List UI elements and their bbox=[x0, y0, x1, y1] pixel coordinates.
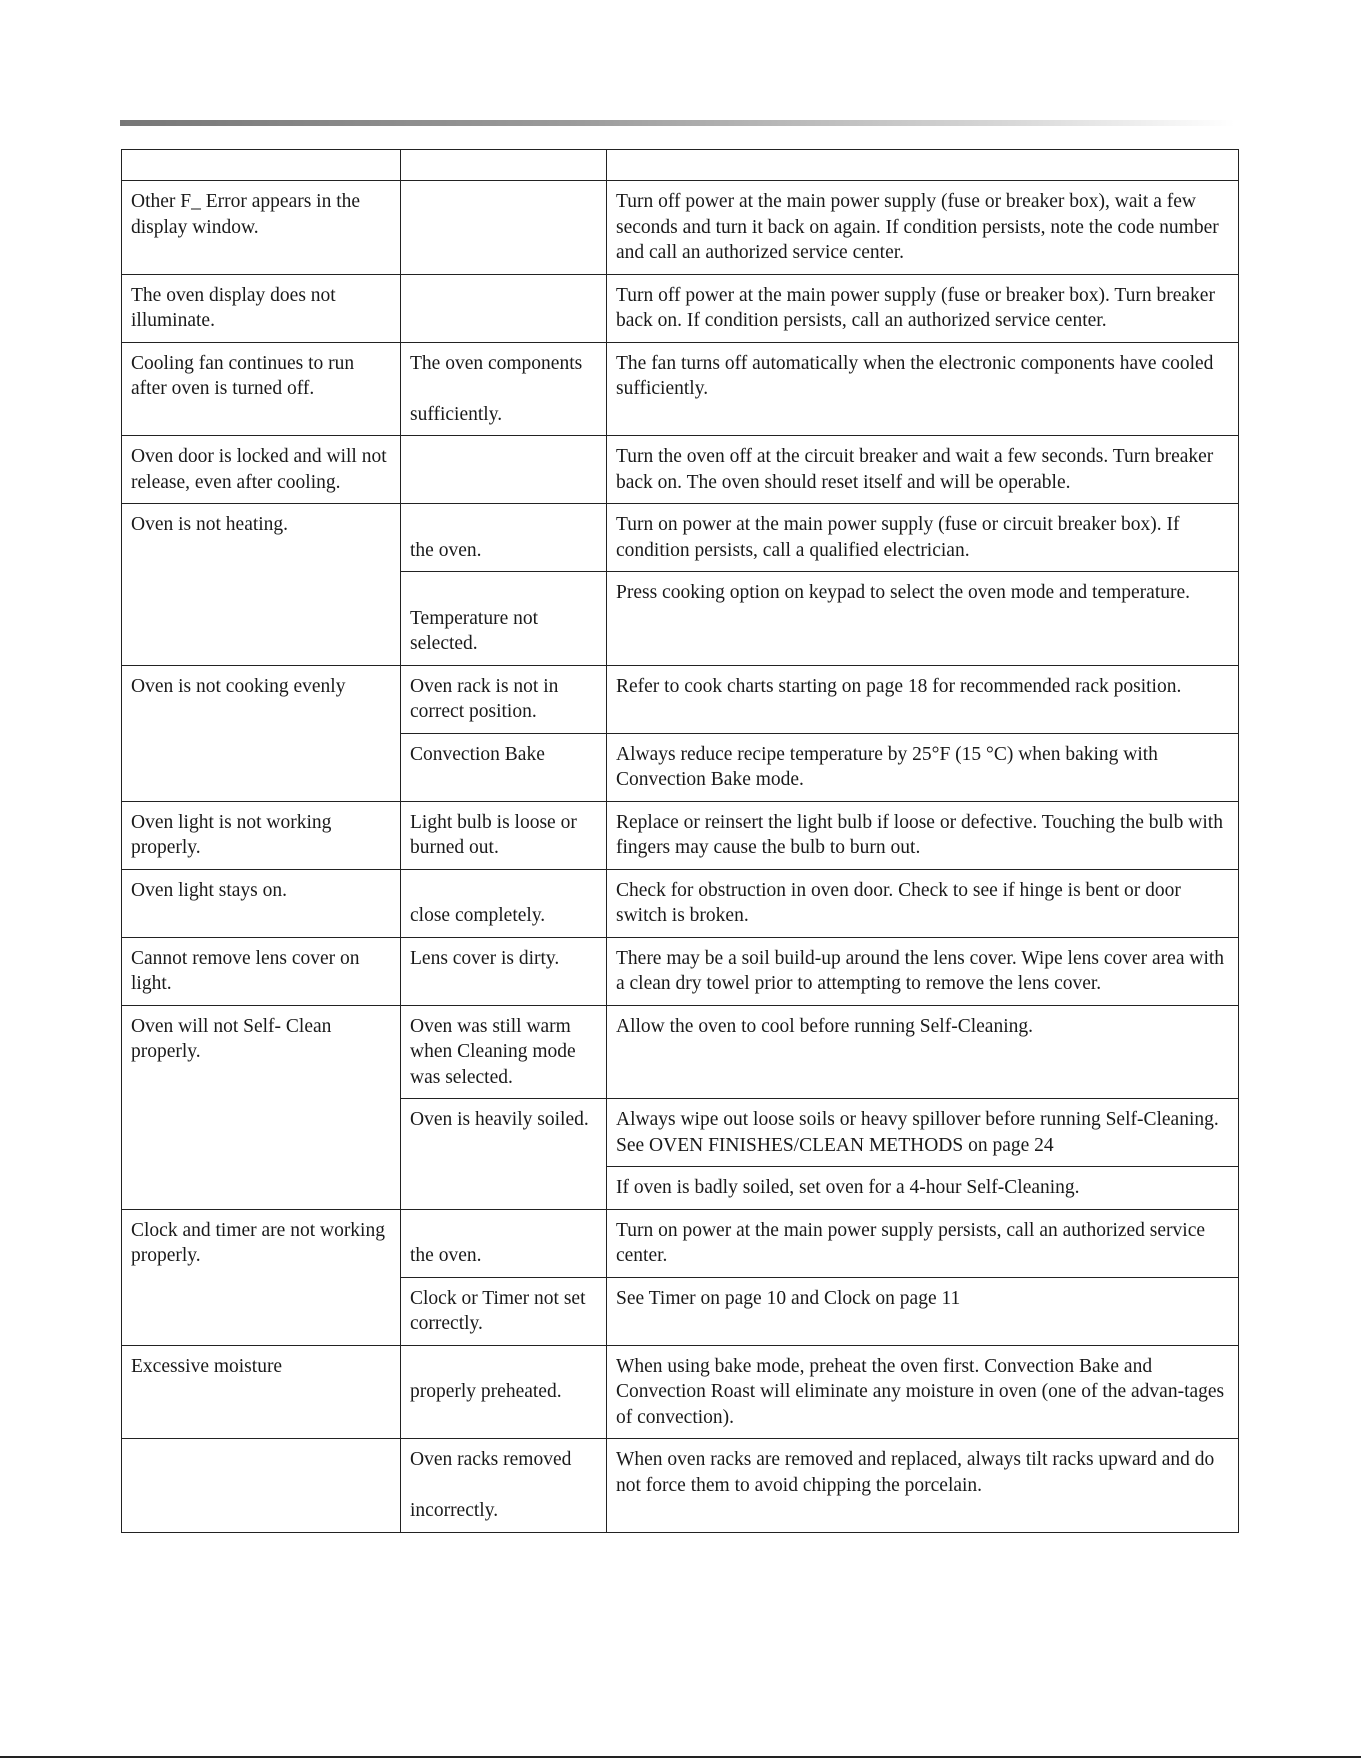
table-row bbox=[122, 181, 1239, 275]
problem-cell bbox=[122, 1439, 401, 1533]
cause-line: Temperature not bbox=[410, 607, 539, 629]
problem-cell: Cooling fan continues to run after oven is turned off. bbox=[122, 342, 401, 436]
table-row bbox=[122, 801, 1239, 869]
cause-line: the oven. bbox=[410, 1245, 482, 1266]
table-row bbox=[122, 342, 1239, 436]
solution-cell: Turn off power at the main power supply (fuse or breaker box). Turn breaker back on. If condition persists, call an authorized service center. bbox=[607, 274, 1239, 342]
problem-cell: Clock and timer are not working properly. bbox=[122, 1209, 401, 1345]
cause-line bbox=[410, 512, 597, 538]
table-row bbox=[122, 1005, 1239, 1099]
cause-cell: Clock or Timer not set correctly. bbox=[401, 1277, 607, 1345]
cause-cell bbox=[401, 436, 607, 504]
cause-line: properly preheated. bbox=[410, 1381, 562, 1402]
solution-cell: There may be a soil build-up around the lens cover. Wipe lens cover area with a clean dry towel prior to attempting to remove the lens cover. bbox=[607, 937, 1239, 1005]
solution-cell: Check for obstruction in oven door. Check to see if hinge is bent or door switch is broken. bbox=[607, 869, 1239, 937]
cause-line bbox=[410, 1354, 597, 1380]
problem-cell: Oven will not Self- Clean properly. bbox=[122, 1005, 401, 1209]
cause-line bbox=[410, 1218, 597, 1244]
cause-cell bbox=[401, 342, 607, 436]
cause-line bbox=[410, 878, 597, 904]
problem-cell: Other F_ Error appears in the display window. bbox=[122, 181, 401, 275]
table-header-row bbox=[122, 150, 1239, 181]
header-problem bbox=[122, 150, 401, 181]
problem-cell: Oven door is locked and will not release, even after cooling. bbox=[122, 436, 401, 504]
cause-line bbox=[410, 1473, 597, 1499]
cause-cell bbox=[401, 181, 607, 275]
cause-cell bbox=[401, 504, 607, 572]
table-row bbox=[122, 665, 1239, 733]
solution-cell: Turn off power at the main power supply (fuse or breaker box), wait a few seconds and turn it back on again. If condition persists, note the code number and call an authorized service center. bbox=[607, 181, 1239, 275]
cause-cell: Oven is heavily soiled. bbox=[401, 1099, 607, 1210]
solution-cell: See Timer on page 10 and Clock on page 11 bbox=[607, 1277, 1239, 1345]
cause-cell bbox=[401, 274, 607, 342]
cause-line: The oven components bbox=[410, 352, 583, 374]
cause-cell bbox=[401, 572, 607, 666]
cause-line: sufficiently. bbox=[410, 403, 503, 425]
table-row bbox=[122, 504, 1239, 572]
cause-cell: Convection Bake bbox=[401, 733, 607, 801]
table-row bbox=[122, 1209, 1239, 1277]
problem-cell: Oven light stays on. bbox=[122, 869, 401, 937]
cause-cell: Oven was still warm when Cleaning mode was selected. bbox=[401, 1005, 607, 1099]
solution-cell: Refer to cook charts starting on page 18 for recommended rack position. bbox=[607, 665, 1239, 733]
solution-cell: When oven racks are removed and replaced, always tilt racks upward and do not force them to avoid chipping the porcelain. bbox=[607, 1439, 1239, 1533]
problem-cell: Oven is not heating. bbox=[122, 504, 401, 666]
cause-line bbox=[410, 376, 597, 402]
cause-cell bbox=[401, 1345, 607, 1439]
table-row bbox=[122, 274, 1239, 342]
solution-cell: Always reduce recipe temperature by 25°F (15 °C) when baking with Convection Bake mode. bbox=[607, 733, 1239, 801]
cause-line bbox=[410, 580, 597, 606]
page-bottom-edge bbox=[0, 1756, 1361, 1758]
cause-cell: Light bulb is loose or burned out. bbox=[401, 801, 607, 869]
solution-cell: Allow the oven to cool before running Self-Cleaning. bbox=[607, 1005, 1239, 1099]
cause-line: incorrectly. bbox=[410, 1500, 499, 1521]
solution-cell: Always wipe out loose soils or heavy spillover before running Self-Cleaning. See OVEN FINISHES/CLEAN METHODS on page 24 bbox=[607, 1099, 1239, 1167]
cause-line: the oven. bbox=[410, 539, 482, 561]
table-row bbox=[122, 1439, 1239, 1533]
cause-cell bbox=[401, 1209, 607, 1277]
header-solution bbox=[607, 150, 1239, 181]
table-row bbox=[122, 869, 1239, 937]
problem-cell: Oven light is not working properly. bbox=[122, 801, 401, 869]
cause-cell: Oven rack is not in correct position. bbox=[401, 665, 607, 733]
problem-cell: Excessive moisture bbox=[122, 1345, 401, 1439]
cause-line: Oven racks removed bbox=[410, 1449, 572, 1470]
cause-line: selected. bbox=[410, 633, 478, 654]
problem-cell: The oven display does not illuminate. bbox=[122, 274, 401, 342]
troubleshooting-table bbox=[121, 149, 1239, 1533]
solution-cell: Turn the oven off at the circuit breaker and wait a few seconds. Turn breaker back on. The oven should reset itself and will be operable. bbox=[607, 436, 1239, 504]
table-row bbox=[122, 937, 1239, 1005]
header-rule bbox=[120, 120, 1235, 126]
cause-cell bbox=[401, 1439, 607, 1533]
solution-cell: Replace or reinsert the light bulb if loose or defective. Touching the bulb with fingers may cause the bulb to burn out. bbox=[607, 801, 1239, 869]
table-row bbox=[122, 436, 1239, 504]
cause-line: close completely. bbox=[410, 905, 546, 926]
table-row bbox=[122, 1345, 1239, 1439]
problem-cell: Oven is not cooking evenly bbox=[122, 665, 401, 801]
solution-cell: When using bake mode, preheat the oven first. Convection Bake and Convection Roast will eliminate any moisture in oven (one of the advan-tages of convection). bbox=[607, 1345, 1239, 1439]
solution-cell: Turn on power at the main power supply (fuse or circuit breaker box). If condition persists, call a qualified electrician. bbox=[607, 504, 1239, 572]
cause-cell bbox=[401, 869, 607, 937]
cause-cell: Lens cover is dirty. bbox=[401, 937, 607, 1005]
solution-cell: If oven is badly soiled, set oven for a 4-hour Self-Cleaning. bbox=[607, 1167, 1239, 1210]
solution-cell: The fan turns off automatically when the electronic components have cooled sufficiently. bbox=[607, 342, 1239, 436]
problem-cell: Cannot remove lens cover on light. bbox=[122, 937, 401, 1005]
solution-cell: Press cooking option on keypad to select the oven mode and temperature. bbox=[607, 572, 1239, 666]
solution-cell: Turn on power at the main power supply persists, call an authorized service center. bbox=[607, 1209, 1239, 1277]
header-cause bbox=[401, 150, 607, 181]
